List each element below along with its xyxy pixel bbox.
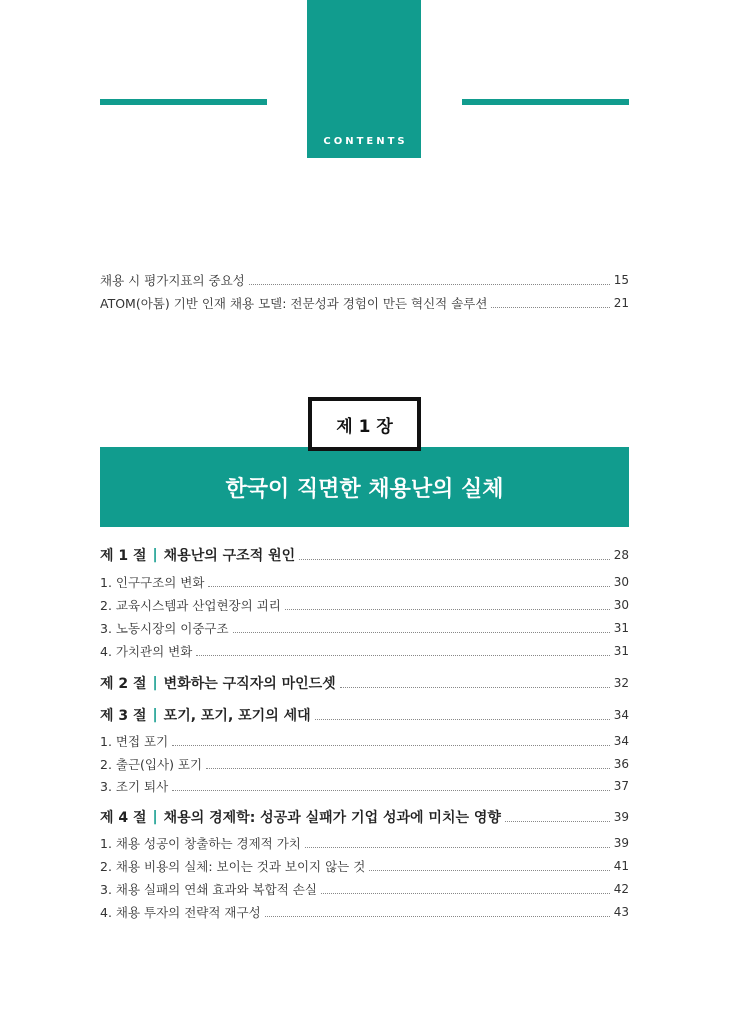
toc-entry-title: 3. 노동시장의 이중구조: [100, 621, 229, 636]
toc-entry-page: 43: [613, 905, 629, 919]
toc-entry-title: ATOM(아톰) 기반 인재 채용 모델: 전문성과 경험이 만든 혁신적 솔루션: [100, 296, 488, 311]
toc-entry-title: 4. 가치관의 변화: [100, 644, 193, 659]
section-title: 채용난의 구조적 원인: [163, 548, 296, 564]
chapter-title: 한국이 직면한 채용난의 실체: [225, 476, 504, 502]
toc-entry-page: 42: [613, 882, 629, 896]
section-divider: |: [152, 809, 158, 825]
toc-entry[interactable]: [100, 617, 629, 639]
toc-entry[interactable]: [100, 594, 629, 616]
section-page: 39: [613, 810, 629, 824]
section-page: 28: [613, 548, 629, 562]
toc-entry-page: 30: [613, 575, 629, 589]
chapter-number: 제 1 장: [336, 416, 393, 437]
dot-leader: [491, 307, 609, 308]
toc-entry-title: 3. 조기 퇴사: [100, 779, 169, 794]
section-number: 제 1 절: [100, 548, 147, 564]
toc-entry[interactable]: [100, 292, 629, 314]
toc-entry[interactable]: [100, 832, 629, 854]
section-number: 제 3 절: [100, 708, 147, 724]
dot-leader: [305, 847, 610, 848]
section-number: 제 2 절: [100, 676, 147, 692]
dot-leader: [172, 790, 610, 791]
chapter-number-box: [308, 397, 421, 451]
toc-entry[interactable]: [100, 730, 629, 752]
toc-entry[interactable]: [100, 855, 629, 877]
toc-entry-title: 1. 면접 포기: [100, 734, 169, 749]
dot-leader: [233, 632, 610, 633]
contents-label: CONTENTS: [323, 136, 408, 147]
toc-entry[interactable]: [100, 640, 629, 662]
toc-entry-page: 34: [613, 734, 629, 748]
toc-section[interactable]: [100, 703, 629, 727]
dot-leader: [196, 655, 609, 656]
dot-leader: [172, 745, 610, 746]
toc-entry[interactable]: [100, 775, 629, 797]
section-page: 32: [613, 676, 629, 690]
dot-leader: [315, 719, 610, 720]
dot-leader: [321, 893, 610, 894]
section-divider: |: [152, 707, 158, 723]
toc-entry-page: 36: [613, 757, 629, 771]
toc-entry[interactable]: [100, 753, 629, 775]
section-divider: |: [152, 675, 158, 691]
header-rule-right: [462, 99, 629, 105]
dot-leader: [285, 609, 610, 610]
section-title: 포기, 포기, 포기의 세대: [163, 708, 311, 724]
section-divider: |: [152, 547, 158, 563]
toc-entry-title: 2. 출근(입사) 포기: [100, 757, 203, 772]
toc-entry-page: 31: [613, 644, 629, 658]
toc-entry-title: 2. 교육시스템과 산업현장의 괴리: [100, 598, 281, 613]
toc-entry-page: 31: [613, 621, 629, 635]
toc-section[interactable]: [100, 543, 629, 567]
toc-entry-page: 41: [613, 859, 629, 873]
toc-section[interactable]: [100, 671, 629, 695]
toc-entry-title: 1. 인구구조의 변화: [100, 575, 205, 590]
toc-entry-title: 채용 시 평가지표의 중요성: [100, 273, 245, 288]
toc-entry-page: 37: [613, 779, 629, 793]
section-title: 채용의 경제학: 성공과 실패가 기업 성과에 미치는 영향: [163, 810, 501, 826]
toc-section[interactable]: [100, 805, 629, 829]
toc-entry-page: 15: [613, 273, 629, 287]
toc-entry-page: 39: [613, 836, 629, 850]
toc-entry-page: 21: [613, 296, 629, 310]
section-page: 34: [613, 708, 629, 722]
toc-entry[interactable]: [100, 901, 629, 923]
section-title: 변화하는 구직자의 마인드셋: [163, 676, 336, 692]
dot-leader: [340, 687, 610, 688]
dot-leader: [369, 870, 609, 871]
toc-entry[interactable]: [100, 269, 629, 291]
toc-entry-title: 1. 채용 성공이 창출하는 경제적 가치: [100, 836, 301, 851]
toc-entry[interactable]: [100, 571, 629, 593]
toc-entry[interactable]: [100, 878, 629, 900]
contents-header-box: [307, 0, 421, 158]
section-number: 제 4 절: [100, 810, 147, 826]
dot-leader: [505, 821, 610, 822]
chapter-title-band: [100, 447, 629, 527]
header-rule-left: [100, 99, 267, 105]
dot-leader: [206, 768, 610, 769]
dot-leader: [208, 586, 609, 587]
dot-leader: [249, 284, 610, 285]
toc-entry-title: 2. 채용 비용의 실체: 보이는 것과 보이지 않는 것: [100, 859, 366, 874]
toc-entry-page: 30: [613, 598, 629, 612]
dot-leader: [265, 916, 610, 917]
toc-entry-title: 3. 채용 실패의 연쇄 효과와 복합적 손실: [100, 882, 317, 897]
dot-leader: [299, 559, 610, 560]
toc-entry-title: 4. 채용 투자의 전략적 재구성: [100, 905, 261, 920]
